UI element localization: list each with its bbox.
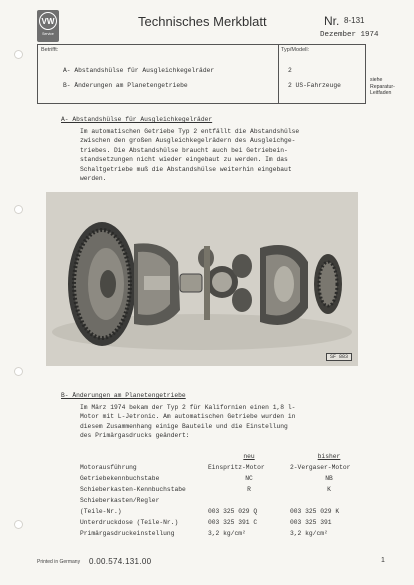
bulletin-number: 8-131 xyxy=(344,16,365,25)
punch-hole xyxy=(14,205,23,214)
section-b-text xyxy=(80,403,295,441)
spec-label: Primärgasdruckeinstellung xyxy=(80,530,175,537)
spec-header-row xyxy=(80,453,368,464)
spec-label: Getriebekennbuchstabe xyxy=(80,475,160,482)
typ-label: Typ/Modell: xyxy=(281,47,310,53)
section-a-text xyxy=(80,127,299,183)
punch-hole xyxy=(14,367,23,376)
spec-old: NB xyxy=(325,475,333,482)
betrifft-label: Betrifft: xyxy=(41,47,59,53)
spec-new: Einspritz-Motor xyxy=(208,464,265,471)
gearbox-photo xyxy=(46,192,358,366)
section-b-heading: B- Änderungen am Planetengetriebe xyxy=(61,392,186,399)
section-a-line: standsetzungen nicht wieder eingebaut zu werden. Im das xyxy=(80,156,288,164)
table-row xyxy=(80,475,368,486)
spec-new: 3,2 kg/cm² xyxy=(208,530,246,537)
table-row xyxy=(80,530,368,541)
section-a-line: werden. xyxy=(80,175,107,183)
differential-housing-right xyxy=(260,245,308,325)
table-row xyxy=(80,508,368,519)
spec-label: Schieberkasten/Regler xyxy=(80,497,160,504)
spec-new: 003 325 391 C xyxy=(208,519,258,526)
spec-old: 2-Vergaser-Motor xyxy=(290,464,351,471)
spec-old xyxy=(290,497,368,508)
spec-new: 003 325 029 Q xyxy=(208,508,258,515)
subject-box xyxy=(37,44,366,104)
document-code: 0.00.574.131.00 xyxy=(89,557,152,566)
punch-hole xyxy=(14,50,23,59)
spec-new: NC xyxy=(245,475,253,482)
table-row xyxy=(80,464,368,475)
ring-gear-left xyxy=(68,222,136,346)
side-note: siehe Reparatur-Leitfaden xyxy=(370,77,395,96)
table-row xyxy=(80,486,368,497)
subject-item-a: A- Abstandshülse für Ausgleichkegelräder xyxy=(63,67,215,74)
section-a-line: triebes. Die Abstandshülse braucht auch bei Getriebein- xyxy=(80,146,288,154)
spec-label: Motorausführung xyxy=(80,464,137,471)
section-b-line: diesem Zusammenhang einige Bauteile und die Einstellung xyxy=(80,422,288,430)
punch-hole xyxy=(14,520,23,529)
printed-in-label: Printed in Germany xyxy=(37,559,81,565)
section-b-line: des Primärgasdrucks geändert: xyxy=(80,432,190,440)
column-new: neu xyxy=(243,453,255,460)
spec-old: 003 325 029 K xyxy=(290,508,340,515)
document-title: Technisches Merkblatt xyxy=(138,14,267,29)
side-gear-right xyxy=(314,254,342,314)
table-row xyxy=(80,519,368,530)
subject-item-b: B- Änderungen am Planetengetriebe xyxy=(63,82,188,89)
spec-label: Schieberkasten-Kennbuchstabe xyxy=(80,486,186,493)
number-label: Nr. xyxy=(324,14,340,28)
spec-old: K xyxy=(327,486,331,493)
specification-table xyxy=(80,453,368,541)
subject-typ-b: 2 US-Fahrzeuge xyxy=(288,82,341,89)
table-row xyxy=(80,497,368,508)
subject-box-divider xyxy=(278,45,279,103)
spec-old: 003 325 391 xyxy=(290,519,332,526)
section-a-line: Schaltgetriebe muß die Abstandshülse weiterhin eingebaut xyxy=(80,165,292,173)
differential-parts-illustration xyxy=(46,192,358,366)
section-a-line: Im automatischen Getriebe Typ 2 entfällt die Abstandshülse xyxy=(80,128,300,135)
logo-wordmark: Service xyxy=(42,32,54,36)
spec-label: Unterdruckdose (Teile-Nr.) xyxy=(80,519,179,526)
spec-old: 3,2 kg/cm² xyxy=(290,530,328,537)
issue-date: Dezember 1974 xyxy=(320,31,379,39)
spec-label: (Teile-Nr.) xyxy=(80,508,122,515)
spec-new: R xyxy=(247,486,251,493)
vw-service-logo xyxy=(37,10,59,42)
photo-code-label: SF 883 xyxy=(326,353,352,361)
section-b-line: Motor mit L-Jetronic. Am automatischen Getriebe wurden in xyxy=(80,413,296,421)
column-old: bisher xyxy=(317,453,341,460)
section-a-line: zwischen den großen Ausgleichkegelrädern des Ausgleichge- xyxy=(80,137,296,145)
differential-housing-left xyxy=(134,243,180,325)
spec-new xyxy=(208,497,290,508)
subject-typ-a: 2 xyxy=(288,67,292,74)
page-number: 1 xyxy=(381,557,385,564)
section-a-heading: A- Abstandshülse für Ausgleichkegelräder xyxy=(61,116,213,123)
vw-logo-icon: VW xyxy=(39,12,57,30)
section-b-line: Im März 1974 bekam der Typ 2 für Kalifornien einen 1,8 l- xyxy=(80,404,296,411)
spacer-sleeve xyxy=(180,274,202,292)
